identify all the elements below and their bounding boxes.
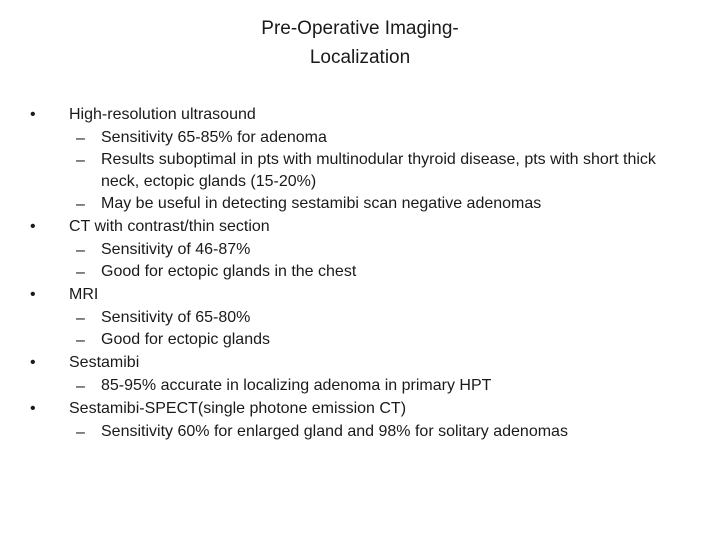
sub-item	[30, 329, 700, 351]
bullet-marker: •	[30, 400, 36, 417]
bullet-text: High-resolution ultrasound	[69, 106, 256, 123]
dash-marker: –	[76, 424, 85, 441]
dash-marker: –	[76, 332, 85, 349]
bullet-item-sestamibi-spect	[30, 397, 700, 421]
bullet-text: CT with contrast/thin section	[69, 218, 270, 235]
sub-item-text: 85-95% accurate in localizing adenoma in primary HPT	[101, 377, 492, 394]
bullet-text: Sestamibi	[69, 354, 140, 371]
sub-item	[30, 127, 700, 149]
sub-item	[30, 307, 700, 329]
sub-item	[30, 261, 700, 283]
bullet-item-ultrasound	[30, 103, 700, 127]
bullet-text: Sestamibi-SPECT(single photone emission CT)	[69, 400, 407, 417]
slide-title-line-1: Pre-Operative Imaging-	[261, 18, 459, 39]
bullet-marker: •	[30, 218, 36, 235]
sub-item-text: Sensitivity of 46-87%	[101, 241, 251, 258]
sub-item	[30, 421, 700, 443]
bullet-text: MRI	[69, 286, 99, 303]
sub-item-text: Good for ectopic glands	[101, 331, 270, 348]
dash-marker: –	[76, 242, 85, 259]
bullet-marker: •	[30, 106, 36, 123]
slide-body	[30, 103, 700, 443]
dash-marker: –	[76, 264, 85, 281]
sub-item-text: May be useful in detecting sestamibi scan negative adenomas	[101, 195, 542, 212]
dash-marker: –	[76, 310, 85, 327]
dash-marker: –	[76, 130, 85, 147]
bullet-item-sestamibi	[30, 351, 700, 375]
dash-marker: –	[76, 378, 85, 395]
sub-item-text: Sensitivity 60% for enlarged gland and 98% for solitary adenomas	[101, 423, 568, 440]
sub-item	[30, 149, 700, 193]
sub-item-text: Sensitivity of 65-80%	[101, 309, 251, 326]
bullet-marker: •	[30, 286, 36, 303]
dash-marker: –	[76, 196, 85, 213]
dash-marker: –	[76, 152, 85, 169]
slide-title	[0, 14, 720, 72]
sub-item-text: Good for ectopic glands in the chest	[101, 263, 357, 280]
sub-item	[30, 193, 700, 215]
sub-item-text: Sensitivity 65-85% for adenoma	[101, 129, 327, 146]
sub-item	[30, 239, 700, 261]
bullet-item-ct	[30, 215, 700, 239]
bullet-marker: •	[30, 354, 36, 371]
bullet-item-mri	[30, 283, 700, 307]
sub-item	[30, 375, 700, 397]
sub-item-text: Results suboptimal in pts with multinodular thyroid disease, pts with short thick neck, ectopic glands (15-20%)	[101, 151, 656, 190]
slide-title-line-2: Localization	[309, 47, 411, 68]
